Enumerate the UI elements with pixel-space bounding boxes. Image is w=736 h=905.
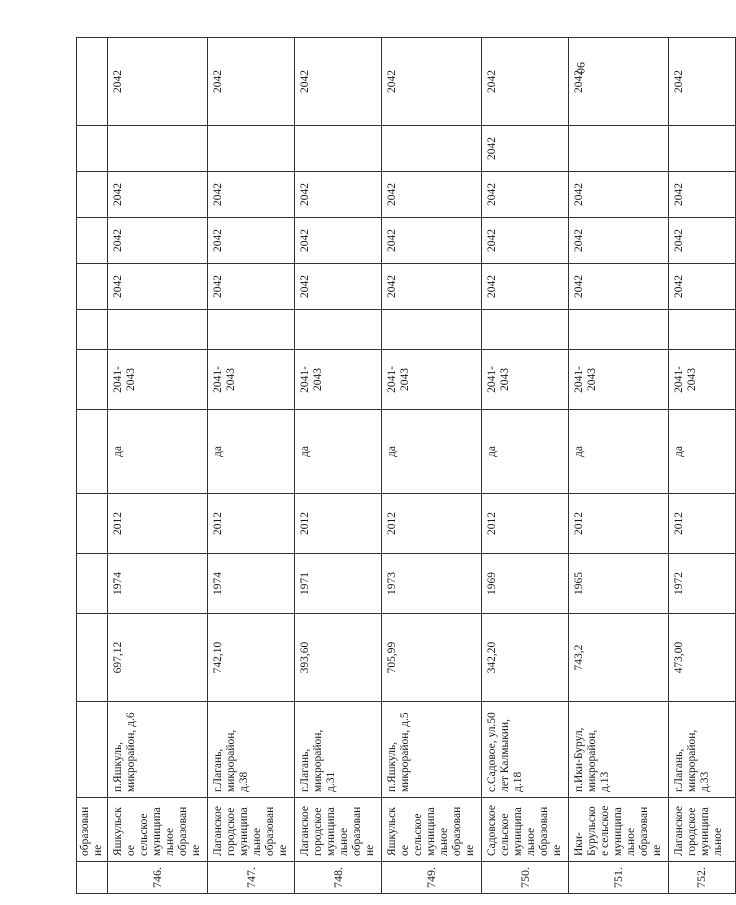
carryover-empty-cell <box>77 218 108 264</box>
year-col-3: 2042 <box>569 172 669 218</box>
flag-cell: да <box>569 410 669 494</box>
year-col-3: 2042 <box>295 172 382 218</box>
year-col-3: 2042 <box>208 172 295 218</box>
year-cell: 2012 <box>208 494 295 554</box>
area-cell: 342,20 <box>482 614 569 702</box>
year-built-cell: 1974 <box>108 554 208 614</box>
carryover-empty-cell <box>77 702 108 798</box>
year-col-2: 2042 <box>108 218 208 264</box>
table-row <box>295 38 382 894</box>
row-number: 749. <box>382 862 482 894</box>
carryover-empty-cell <box>77 126 108 172</box>
empty-cell <box>382 310 482 350</box>
year-built-cell: 1973 <box>382 554 482 614</box>
address-cell: с.Садовое, ул.50 лет Калмыкии, д.18 <box>482 702 569 798</box>
table-row <box>382 38 482 894</box>
period-cell: 2041-2043 <box>295 350 382 410</box>
flag-cell: да <box>108 410 208 494</box>
address-cell: г.Лагань, микрорайон, д.38 <box>208 702 295 798</box>
carryover-empty-cell <box>77 38 108 126</box>
year-col-3: 2042 <box>482 172 569 218</box>
table-row <box>669 38 736 894</box>
empty-cell <box>108 310 208 350</box>
year-cell: 2012 <box>569 494 669 554</box>
carryover-row <box>77 38 108 894</box>
period-cell: 2041-2043 <box>569 350 669 410</box>
municipality-cell: Садовское сельское муниципальное образование <box>482 798 569 862</box>
carryover-empty-cell <box>77 554 108 614</box>
empty-cell <box>482 310 569 350</box>
municipality-cell: Лаганское городское муниципальное <box>669 798 736 862</box>
year-col-2: 2042 <box>482 218 569 264</box>
flag-cell: да <box>482 410 569 494</box>
flag-cell: да <box>382 410 482 494</box>
area-cell: 743,2 <box>569 614 669 702</box>
empty-cell <box>295 310 382 350</box>
row-number: 748. <box>295 862 382 894</box>
year-cell: 2012 <box>382 494 482 554</box>
year-built-cell: 1965 <box>569 554 669 614</box>
flag-cell: да <box>208 410 295 494</box>
municipality-cell: Ики-Бурульское сельское муниципальное образование <box>569 798 669 862</box>
year-cell: 2012 <box>295 494 382 554</box>
year-col-1: 2042 <box>482 264 569 310</box>
housing-register-table <box>76 37 736 894</box>
period-cell: 2041-2043 <box>382 350 482 410</box>
year-col-1: 2042 <box>669 264 736 310</box>
empty-cell <box>669 310 736 350</box>
address-cell: г.Лагань, микрорайон, д.31 <box>295 702 382 798</box>
row-number: 747. <box>208 862 295 894</box>
year-col-4 <box>382 126 482 172</box>
period-cell: 2041-2043 <box>482 350 569 410</box>
flag-cell: да <box>669 410 736 494</box>
table-row <box>208 38 295 894</box>
municipality-cell: Лаганское городское муниципальное образование <box>295 798 382 862</box>
carryover-empty-cell <box>77 350 108 410</box>
year-cell: 2012 <box>669 494 736 554</box>
empty-cell <box>208 310 295 350</box>
year-col-3: 2042 <box>382 172 482 218</box>
year-col-4 <box>295 126 382 172</box>
year-col-5: 2042 <box>208 38 295 126</box>
year-col-5: 2042 <box>482 38 569 126</box>
address-cell: г.Лагань, микрорайон, д.33 <box>669 702 736 798</box>
year-cell: 2012 <box>482 494 569 554</box>
year-col-2: 2042 <box>569 218 669 264</box>
year-col-3: 2042 <box>108 172 208 218</box>
year-col-5: 2042 <box>295 38 382 126</box>
year-built-cell: 1969 <box>482 554 569 614</box>
empty-cell <box>569 310 669 350</box>
year-built-cell: 1974 <box>208 554 295 614</box>
year-built-cell: 1971 <box>295 554 382 614</box>
year-col-4 <box>108 126 208 172</box>
carryover-empty-cell <box>77 410 108 494</box>
flag-cell: да <box>295 410 382 494</box>
table-row <box>482 38 569 894</box>
year-col-1: 2042 <box>295 264 382 310</box>
row-number: 751. <box>569 862 669 894</box>
municipality-cell: Яшкульское сельское муниципальное образование <box>108 798 208 862</box>
year-col-1: 2042 <box>382 264 482 310</box>
row-number: 750. <box>482 862 569 894</box>
row-number: 752. <box>669 862 736 894</box>
year-col-5: 2042 <box>569 38 669 126</box>
year-col-4 <box>669 126 736 172</box>
table-body <box>77 38 736 894</box>
year-col-2: 2042 <box>382 218 482 264</box>
carryover-num-cell <box>77 862 108 894</box>
year-col-5: 2042 <box>669 38 736 126</box>
year-col-1: 2042 <box>108 264 208 310</box>
table-row <box>108 38 208 894</box>
address-cell: п.Ики-Бурул, микрорайон, д.13 <box>569 702 669 798</box>
carryover-empty-cell <box>77 494 108 554</box>
carryover-empty-cell <box>77 614 108 702</box>
period-cell: 2041-2043 <box>669 350 736 410</box>
area-cell: 697,12 <box>108 614 208 702</box>
year-col-2: 2042 <box>295 218 382 264</box>
carryover-empty-cell <box>77 264 108 310</box>
municipality-cell: Яшкульское сельское муниципальное образование <box>382 798 482 862</box>
year-col-4: 2042 <box>482 126 569 172</box>
year-col-5: 2042 <box>108 38 208 126</box>
area-cell: 742,10 <box>208 614 295 702</box>
year-col-4 <box>569 126 669 172</box>
period-cell: 2041-2043 <box>208 350 295 410</box>
year-col-2: 2042 <box>669 218 736 264</box>
year-col-1: 2042 <box>208 264 295 310</box>
year-col-5: 2042 <box>382 38 482 126</box>
municipality-cell: Лаганское городское муниципальное образование <box>208 798 295 862</box>
carryover-empty-cell <box>77 310 108 350</box>
year-col-1: 2042 <box>569 264 669 310</box>
page-number: 90 <box>574 62 588 74</box>
carryover-empty-cell <box>77 172 108 218</box>
carryover-municipality-cell: образование <box>77 798 108 862</box>
year-built-cell: 1972 <box>669 554 736 614</box>
area-cell: 393,60 <box>295 614 382 702</box>
year-col-3: 2042 <box>669 172 736 218</box>
year-col-4 <box>208 126 295 172</box>
row-number: 746. <box>108 862 208 894</box>
area-cell: 705,99 <box>382 614 482 702</box>
year-col-2: 2042 <box>208 218 295 264</box>
address-cell: п.Яшкуль, микрорайон, д.5 <box>382 702 482 798</box>
area-cell: 473,00 <box>669 614 736 702</box>
period-cell: 2041-2043 <box>108 350 208 410</box>
year-cell: 2012 <box>108 494 208 554</box>
table-row <box>569 38 669 894</box>
address-cell: п.Яшкуль, микрорайон, д.6 <box>108 702 208 798</box>
